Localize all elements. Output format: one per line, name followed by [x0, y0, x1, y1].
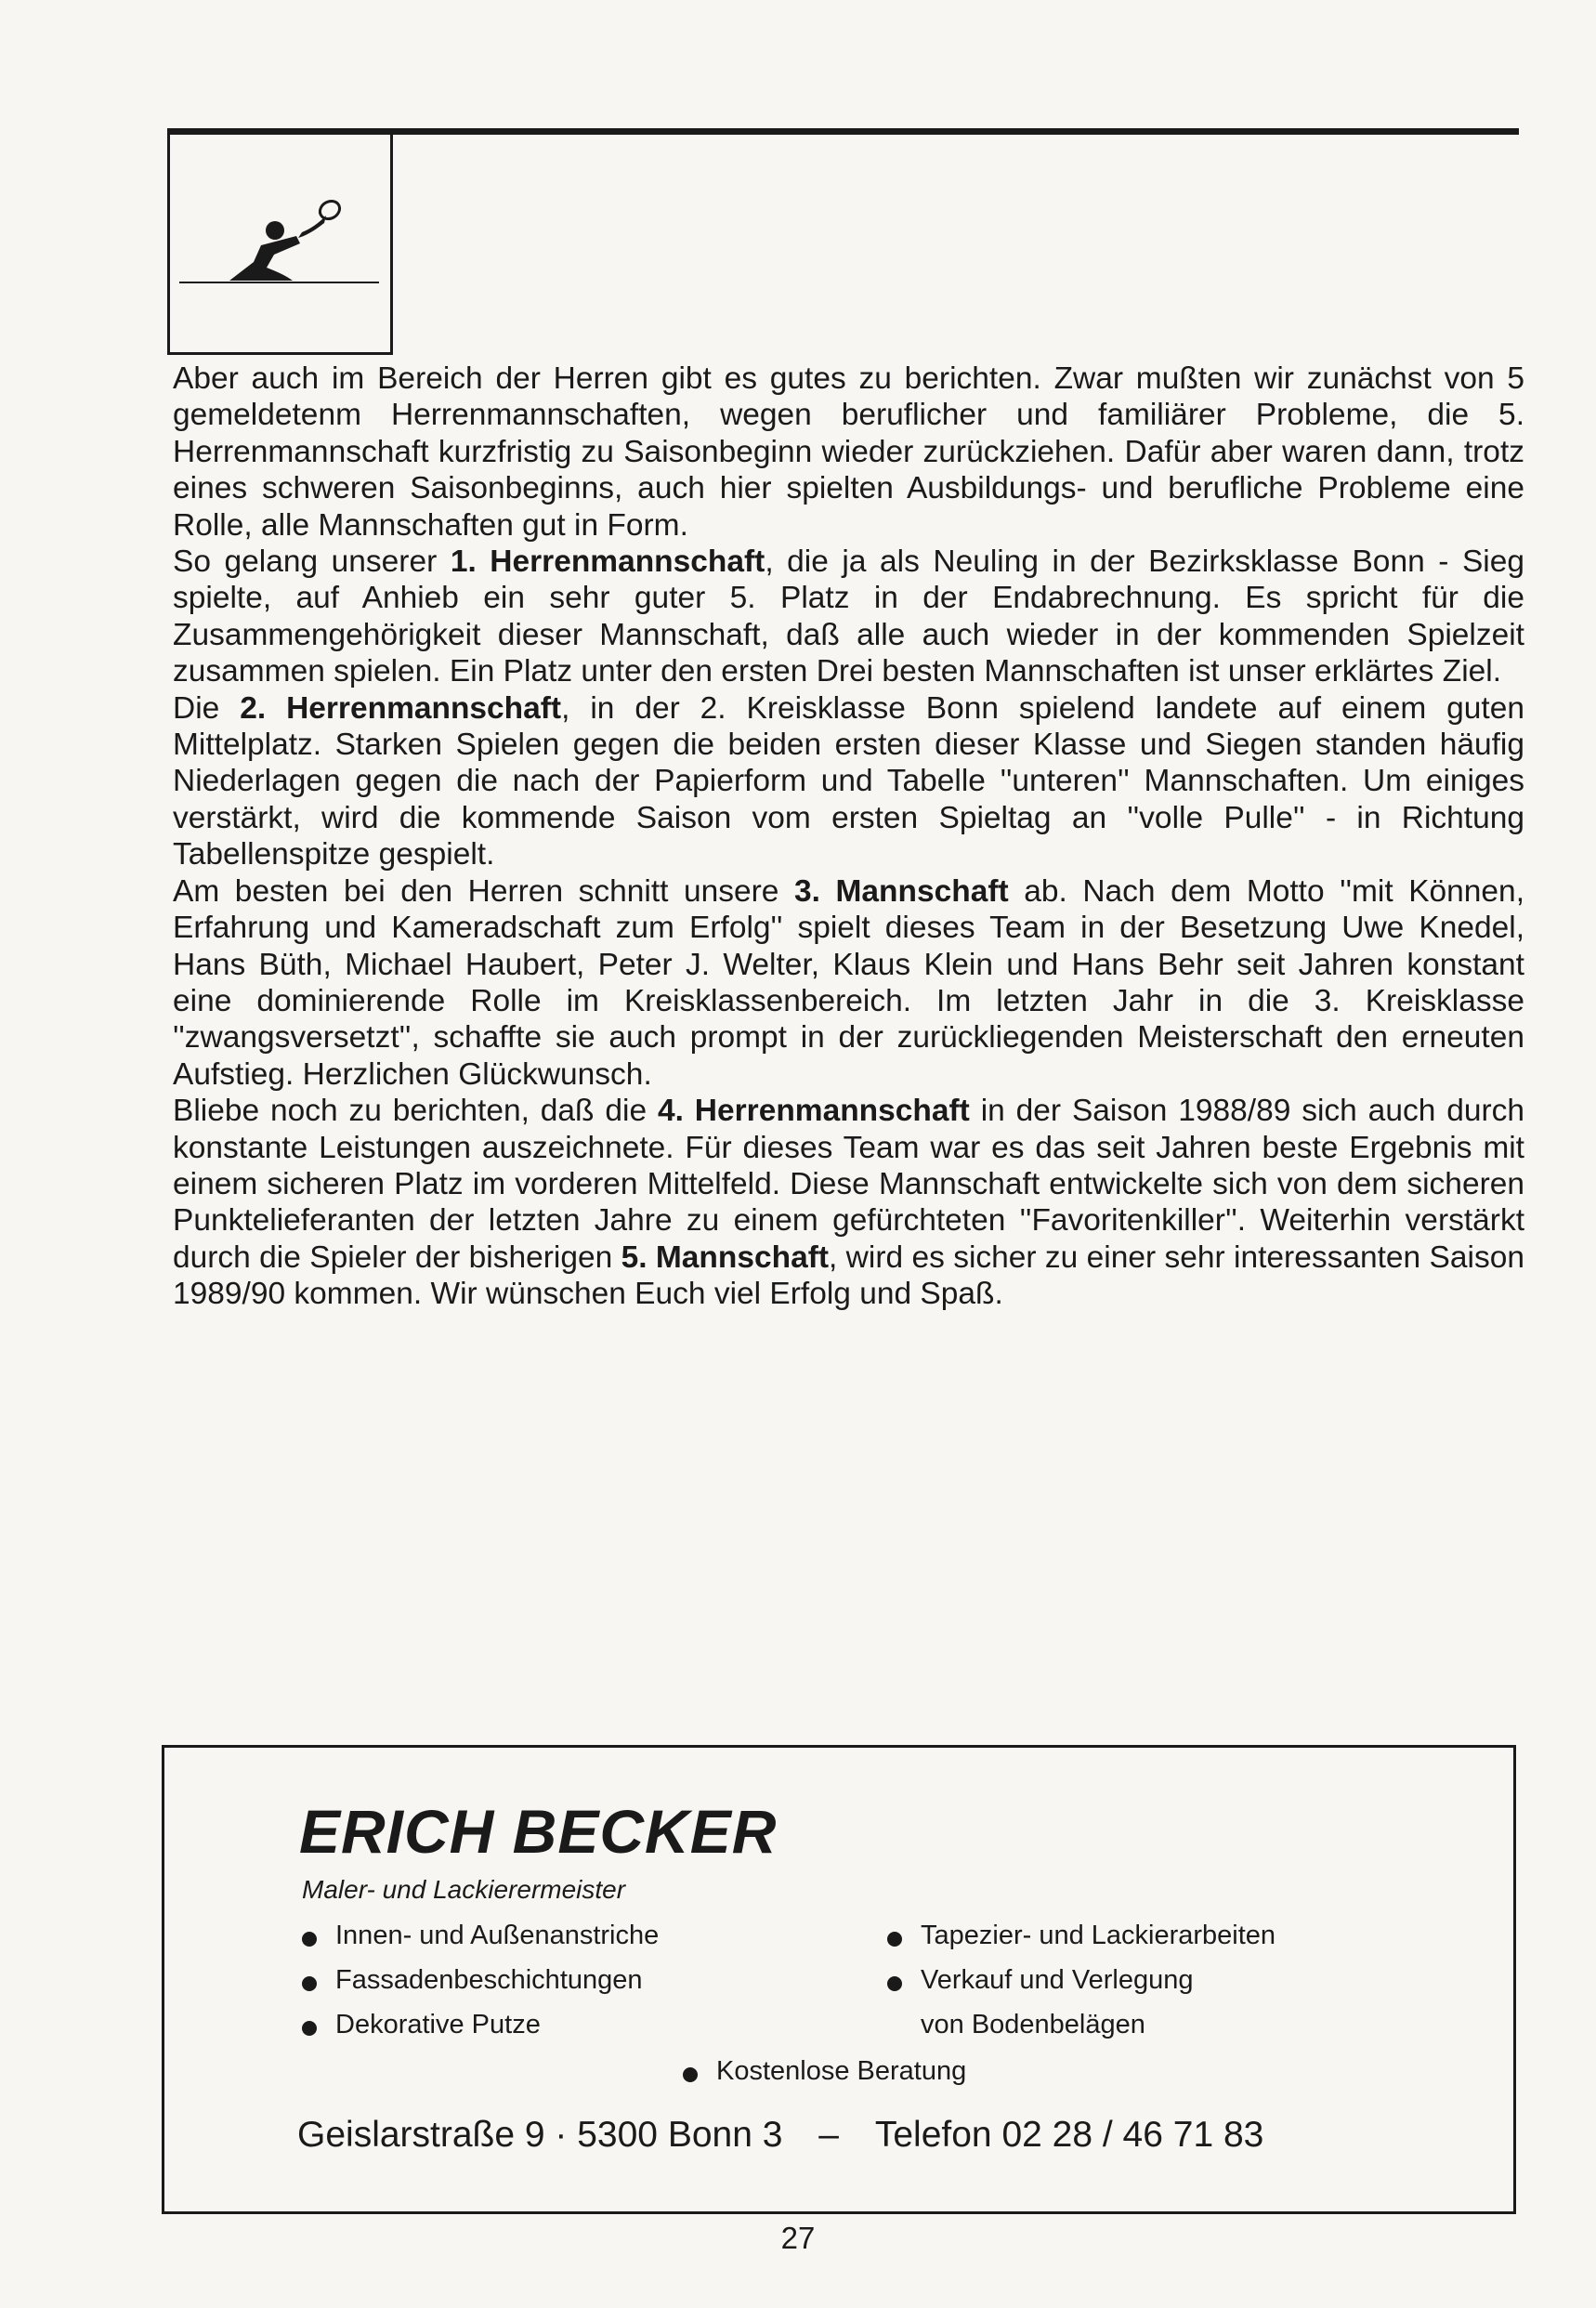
paragraph-text: ab. Nach dem Motto ''mit Können, Erfahrung und Kameradschaft zum Erfolg'' spielt dieses Team in der Besetzung Uwe Knedel, Hans Büth, Michael Haubert, Peter J. Welter, Klaus Klein und Hans Behr seit Jahren konstant eine dominierende Rolle im Kreisklassenbereich. Im letzten Jahr in die 3. Kreisklasse ''zwangsversetzt'', schaffte sie auch prompt in der zurückliegenden Meisterschaft den erneuten Aufstieg. Herzlichen Glückwunsch.: [173, 873, 1525, 1092]
article-paragraph: [173, 690, 1524, 873]
bullet-dot: [302, 1976, 317, 1991]
advertisement: [162, 1745, 1516, 2214]
service-item: Kostenlose Beratung: [716, 2056, 967, 2086]
bullet-dot: [302, 1932, 317, 1947]
article-paragraph: [173, 1093, 1524, 1312]
bullet-dot: [887, 1976, 902, 1991]
bullet-dot: [887, 1932, 902, 1947]
address: Geislarstraße 9 · 5300 Bonn 3: [297, 2115, 783, 2155]
paragraph-text: , wird es sicher zu einer sehr interessanten Saison 1989/90 kommen. Wir wünschen Euch viel Erfolg und Spaß.: [173, 1239, 1524, 1312]
article-paragraph: [173, 361, 1524, 544]
paragraph-text: , die ja als Neuling in der Bezirksklasse Bonn - Sieg spielte, auf Anhieb ein sehr guter 5. Platz in der Endabrechnung. Es spricht für die Zusammengehörigkeit dieser Mannschaft, daß alle auch wieder in der kommenden Spielzeit zusammen spielen. Ein Platz unter den ersten Drei besten Mannschaften ist unser erklärtes Ziel.: [173, 544, 1524, 689]
bullet-dot: [683, 2067, 698, 2082]
separator: –: [818, 2115, 839, 2155]
article-paragraph: [173, 873, 1524, 1093]
paragraph-text: Bliebe noch zu berichten, daß die: [173, 1094, 658, 1129]
phone-number: Telefon 02 28 / 46 71 83: [874, 2115, 1264, 2155]
paragraph-text: , in der 2. Kreisklasse Bonn spielend landete auf einem guten Mittelplatz. Starken Spielen gegen die beiden ersten dieser Klasse und Siegen standen häufig Niederlagen gegen die nach der Papierform und Tabelle ''unteren'' Mannschaften. Um einiges verstärkt, wird die kommende Saison vom ersten Spieltag an ''volle Pulle'' - in Richtung Tabellenspitze gespielt.: [173, 690, 1524, 872]
team-name: 2. Herrenmannschaft: [240, 690, 562, 726]
team-name: 4. Herrenmannschaft: [657, 1094, 970, 1129]
service-item: Tapezier- und Lackierarbeiten: [921, 1921, 1276, 1950]
service-item: Innen- und Außenanstriche: [335, 1921, 660, 1950]
page-number: 27: [780, 2221, 816, 2255]
service-item: Fassadenbeschichtungen: [335, 1965, 643, 1995]
table-tennis-player-icon: [170, 132, 390, 352]
paragraph-text: Aber auch im Bereich der Herren gibt es gutes zu berichten. Zwar mußten wir zunächst von 5 gemeldetenm Herrenmannschaften, wegen beruflicher und familiärer Probleme, die 5. Herrenmannschaft kurzfristig zu Saisonbeginn wieder zurückziehen. Dafür aber waren dann, trotz eines schweren Saisonbeginns, auch hier spielten Ausbildungs- und berufliche Probleme eine Rolle, alle Mannschaften gut in Form.: [173, 361, 1524, 543]
article-paragraph: [173, 544, 1524, 690]
team-name: 3. Mannschaft: [794, 873, 1009, 909]
paragraph-text: Die: [173, 690, 241, 726]
service-item: Dekorative Putze: [335, 2010, 541, 2039]
sport-icon-box: [167, 132, 393, 355]
paragraph-text: in der Saison 1988/89 sich auch durch konstante Leistungen auszeichnete. Für dieses Team war es das seit Jahren beste Ergebnis mit einem sicheren Platz im vorderen Mittelfeld. Diese Mannschaft entwickelte sich von dem sicheren Punktelieferanten der letzten Jahre zu einem gefürchteten ''Favoritenkiller''. Weiterhin verstärkt durch die Spieler der bisherigen: [173, 1094, 1525, 1275]
service-item: von Bodenbelägen: [921, 2010, 1145, 2039]
company-subtitle: Maler- und Lackierermeister: [302, 1875, 626, 1904]
article-text: [173, 361, 1524, 1313]
contact-line: [297, 2115, 1263, 2156]
team-name: 5. Mannschaft: [621, 1239, 830, 1275]
paragraph-text: Am besten bei den Herren schnitt unsere: [173, 873, 795, 909]
service-item: Verkauf und Verlegung: [921, 1965, 1194, 1995]
team-name: 1. Herrenmannschaft: [450, 544, 765, 580]
bullet-dot: [302, 2021, 317, 2036]
paragraph-text: So gelang unserer: [173, 544, 451, 580]
company-name: ERICH BECKER: [299, 1797, 778, 1866]
